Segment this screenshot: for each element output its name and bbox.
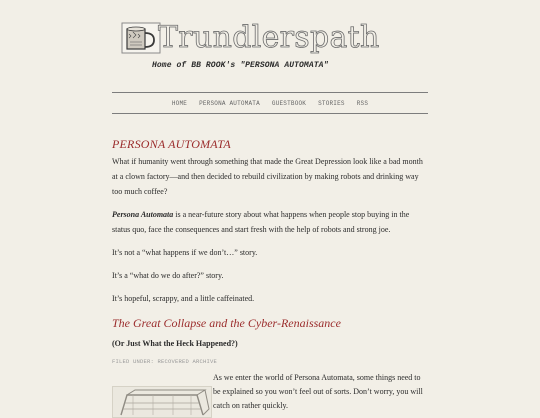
main-nav: [112, 92, 428, 114]
site-header: [112, 0, 428, 90]
book-title-emphasis: Persona Automata: [112, 210, 174, 219]
paragraph-not-story: It’s not a “what happens if we don’t…” story.: [112, 248, 258, 257]
nav-home[interactable]: HOME: [171, 99, 188, 107]
robot-sketch-image: [112, 386, 212, 418]
paragraph-summary-text: is a near-future story about what happens when people stop buying in the status quo, face the consequences and start fresh with the help of robots and strong joe.: [112, 210, 410, 234]
main-content: [112, 137, 428, 416]
nav-persona-automata[interactable]: PERSONA AUTOMATA: [199, 99, 260, 107]
paragraph-after-story: It’s a “what do we do after?” story.: [112, 271, 224, 280]
paragraph-hopeful: It’s hopeful, scrappy, and a little caffeinated.: [112, 294, 255, 303]
section-question: (Or Just What the Heck Happened?): [112, 339, 238, 348]
page-container: [112, 0, 428, 410]
section-intro-row: [112, 374, 428, 416]
nav-rss[interactable]: RSS: [356, 99, 369, 107]
filed-under-label: FILED UNDER: RECOVERED ARCHIVE: [112, 358, 218, 365]
section-title[interactable]: The Great Collapse and the Cyber-Renaissance: [112, 316, 341, 330]
paragraph-intro: What if humanity went through something that made the Great Depression look like a bad month at a clown factory—and then decided to rebuild civilization by making robots and drinking way too much coffee?: [112, 157, 423, 196]
section-body-text: As we enter the world of Persona Automata, some things need to be explained so you won’t feel out of sorts. Don’t worry, you will catch on rather quickly.: [213, 373, 423, 410]
site-logo-text[interactable]: Trundlerspath: [158, 20, 380, 55]
site-tagline: Home of BB ROOK's "PERSONA AUTOMATA": [152, 61, 329, 70]
nav-stories[interactable]: STORIES: [318, 99, 345, 107]
coffee-mug-icon: [121, 22, 161, 54]
post-title: PERSONA AUTOMATA: [112, 137, 231, 151]
nav-guestbook[interactable]: GUESTBOOK: [271, 99, 307, 107]
paragraph-summary: [112, 207, 428, 237]
